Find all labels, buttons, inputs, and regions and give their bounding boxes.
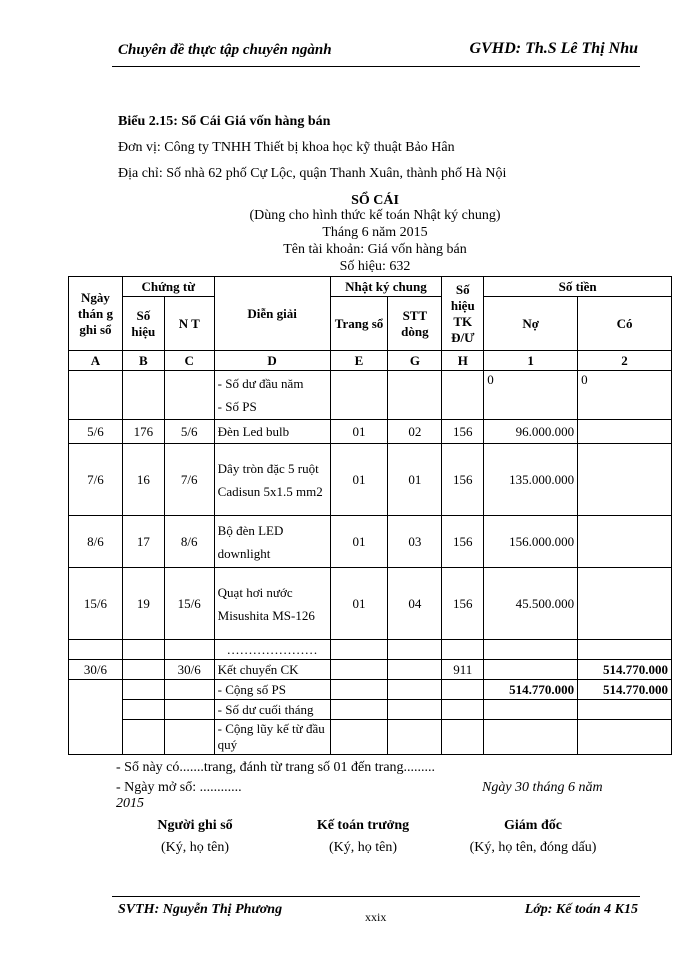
row-line: 02 [388,420,442,444]
row-line: 01 [388,444,442,516]
header-divider [112,66,640,67]
row-date: 15/6 [69,568,123,640]
row-debit: 156.000.000 [484,516,578,568]
row-description: Bộ đèn LED downlight [214,516,330,568]
closing-counter-account: 911 [442,660,484,680]
opening-description [214,371,330,420]
row-debit: 135.000.000 [484,444,578,516]
closing-voucher-date: 30/6 [164,660,214,680]
row-description: Quạt hơi nước Misushita MS-126 [214,568,330,640]
opening-row [69,371,672,420]
total-ps-row [69,680,672,700]
row-description: Đèn Led bulb [214,420,330,444]
opening-debit: 0 [484,371,578,420]
row-voucher-no: 176 [122,420,164,444]
opening-balance-label: - Số dư đầu năm [217,376,304,391]
row-line: 04 [388,568,442,640]
header-debit: Nợ [484,297,578,351]
row-counter-account: 156 [442,568,484,640]
row-voucher-no: 17 [122,516,164,568]
header-counter-account: Số hiệu TK Đ/Ư [442,277,484,351]
total-credit: 514.770.000 [578,680,672,700]
ledger-table [68,276,672,755]
signer-recorder-title: Người ghi sổ [157,818,233,833]
sign-date: Ngày 30 tháng 6 năm [482,780,603,795]
row-page: 01 [330,444,388,516]
code-cell: D [214,351,330,371]
closing-credit: 514.770.000 [578,660,672,680]
header-right: GVHD: Th.S Lê Thị Nhu [469,40,638,57]
signer-director-note: (Ký, họ tên, đóng dấu) [469,840,597,855]
cumulative-label: - Cộng lũy kế từ đầu quý [214,720,330,755]
account-number: Số hiệu: 632 [339,259,411,274]
footer-divider [112,896,640,897]
open-date-note: - Ngày mở sổ: ............ [116,780,242,795]
header-left: Chuyên đề thực tập chuyên ngành [118,42,332,58]
closing-row [69,660,672,680]
row-page: 01 [330,420,388,444]
total-debit: 514.770.000 [484,680,578,700]
row-page: 01 [330,516,388,568]
row-description: Dây tròn đặc 5 ruột Cadisun 5x1.5 mm2 [214,444,330,516]
row-voucher-no: 19 [122,568,164,640]
row-voucher-date: 15/6 [164,568,214,640]
table-row [69,516,672,568]
row-credit [578,444,672,516]
header-voucher-date: N T [164,297,214,351]
table-row [69,444,672,516]
sign-year: 2015 [116,796,144,811]
header-journal-page: Trang sổ [330,297,388,351]
total-ps-label: - Cộng số PS [214,680,330,700]
header-credit: Có [578,297,672,351]
closing-description: Kết chuyển CK [214,660,330,680]
row-page: 01 [330,568,388,640]
end-balance-row [69,700,672,720]
header-voucher-no: Số hiệu [122,297,164,351]
pages-note: - Sổ này có.......trang, đánh từ trang số 01 đến trang......... [116,760,436,775]
code-cell: B [122,351,164,371]
ellipsis-text: ………………… [214,640,330,660]
table-row [69,568,672,640]
company-line: Đơn vị: Công ty TNHH Thiết bị khoa học kỹ thuật Bảo Hân [118,140,455,155]
code-cell: E [330,351,388,371]
code-cell: C [164,351,214,371]
header-journal-line: STT dòng [388,297,442,351]
ellipsis-row [69,640,672,660]
header-journal: Nhật ký chung [330,277,442,297]
row-debit: 45.500.000 [484,568,578,640]
row-voucher-date: 7/6 [164,444,214,516]
page-number: xxix [365,910,387,924]
code-cell: 2 [578,351,672,371]
code-cell: 1 [484,351,578,371]
row-counter-account: 156 [442,420,484,444]
row-voucher-no: 16 [122,444,164,516]
ledger-title: SỔ CÁI [351,193,399,208]
row-voucher-date: 8/6 [164,516,214,568]
row-counter-account: 156 [442,444,484,516]
cumulative-row [69,720,672,755]
account-name: Tên tài khoản: Giá vốn hàng bán [283,242,467,257]
row-voucher-date: 5/6 [164,420,214,444]
signer-accountant-title: Kế toán trưởng [316,818,410,833]
opening-credit: 0 [578,371,672,420]
code-row [69,351,672,371]
ledger-subtitle: (Dùng cho hình thức kế toán Nhật ký chung) [249,208,501,223]
header-voucher: Chứng từ [122,277,214,297]
header-date: Ngày thán g ghi sổ [69,277,123,351]
header-amount: Số tiền [484,277,672,297]
code-cell: H [442,351,484,371]
row-credit [578,420,672,444]
header-description: Diễn giải [214,277,330,351]
footer-student: SVTH: Nguyễn Thị Phương [118,902,283,917]
row-debit: 96.000.000 [484,420,578,444]
opening-ps-label: - Số PS [217,399,257,414]
row-credit [578,516,672,568]
footer-class: Lớp: Kế toán 4 K15 [524,902,638,917]
code-cell: A [69,351,123,371]
row-counter-account: 156 [442,516,484,568]
address-line: Địa chỉ: Số nhà 62 phố Cự Lộc, quận Thanh Xuân, thành phố Hà Nội [118,166,507,181]
row-line: 03 [388,516,442,568]
row-date: 8/6 [69,516,123,568]
signer-accountant-note: (Ký, họ tên) [328,840,398,855]
end-balance-label: - Số dư cuối tháng [214,700,330,720]
table-row [69,420,672,444]
signer-director-title: Giám đốc [504,818,562,833]
code-cell: G [388,351,442,371]
row-credit [578,568,672,640]
closing-date: 30/6 [69,660,123,680]
signer-recorder-note: (Ký, họ tên) [160,840,230,855]
row-date: 7/6 [69,444,123,516]
figure-caption: Biểu 2.15: Sổ Cái Giá vốn hàng bán [118,114,331,129]
ledger-period: Tháng 6 năm 2015 [322,225,428,240]
row-date: 5/6 [69,420,123,444]
